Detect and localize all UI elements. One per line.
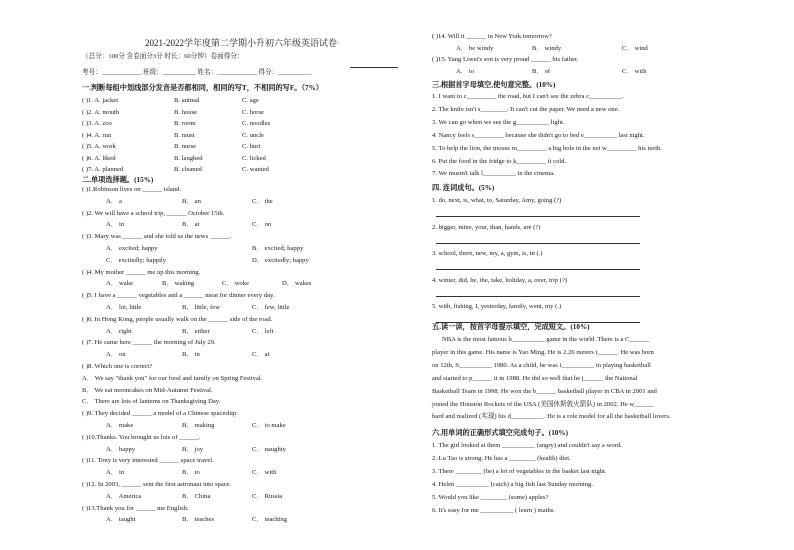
option-c: C. licked — [242, 154, 266, 162]
mc-option: B． teaches — [182, 516, 215, 524]
mc-option: B． joy — [182, 445, 204, 453]
pronunciation-question: ( )5. A. work — [82, 143, 116, 150]
mc-option: A． a — [106, 197, 122, 205]
option-c: C. wanted — [242, 166, 269, 173]
mc-question: B． We eat mooncakes on Mid-Autumn Festival. — [82, 386, 213, 394]
mc-option: C． few, little — [252, 304, 290, 311]
exam-title: 2021-2022学年度第二学期小升初六年级英语试卷 — [145, 38, 337, 48]
word-form-sentence: 4. Helen __________ (catch) a big fish last Sunday morning. — [432, 480, 593, 488]
word-order-prompt: 3. school, there, new, my, a, gym, is, in (.) — [432, 250, 543, 257]
mc-option: B． either — [182, 327, 210, 335]
mc-question: ( )13.Thank you for ______ me English. — [82, 504, 189, 512]
mc-option: B． excited; happy — [252, 245, 304, 252]
answer-line[interactable] — [436, 269, 640, 270]
mc-option: B． windy — [532, 44, 562, 52]
mc-option: C． woke — [222, 280, 249, 288]
mc-option: A． in — [106, 469, 125, 477]
option-c: C. horse — [242, 108, 264, 116]
word-order-prompt: 2. bigger, mine, your, than, hands, are (?) — [432, 223, 541, 231]
mc-option: A． make — [106, 422, 134, 429]
mc-option: C． Russia — [252, 492, 283, 500]
fill-in-sentence: 1. I want to c_________ the road, but I can't see the zebra c__________. — [432, 93, 624, 100]
option-c: C. hurt — [242, 143, 261, 150]
mc-question: ( )15. Yang Liwei's son is very proud ______ his father. — [432, 56, 579, 63]
mc-option: C． teaching — [252, 516, 287, 524]
mc-option: A． be windy — [456, 44, 494, 52]
mc-option: C． with — [622, 67, 647, 75]
mc-option: A． America — [106, 492, 142, 500]
mc-option: C． at — [252, 351, 270, 359]
section3-heading: 三.根据首字母填空,使句意完整。(10%) — [432, 81, 556, 89]
mc-question: ( )11. Tony is very interested ______ space travel. — [82, 457, 214, 465]
section4-heading: 四. 连词成句。(5%) — [432, 184, 495, 192]
fill-in-sentence: 7. We mustn't talk l__________ in the cinema. — [432, 170, 555, 178]
mc-option: C． excitedly; happily — [106, 256, 167, 264]
mc-option: B． waking — [162, 280, 195, 288]
pronunciation-question: ( )7. A. planned — [82, 166, 124, 173]
option-c: C. uncle — [242, 131, 264, 139]
mc-question: ( )8. Which one is correct? — [82, 363, 153, 370]
section1-heading: 一.判断每组中划线部分发音是否都相同，相同的写T，不相同的写F。（7%） — [82, 84, 323, 92]
mc-question: ( )14. Will it ______ in New York tomorrow? — [432, 33, 552, 40]
mc-option: C． the — [252, 197, 273, 205]
mc-option: A． to — [456, 67, 475, 75]
section2-heading: 二.单项选择题。(15%) — [82, 176, 154, 184]
option-b: B. cleaned — [174, 166, 202, 173]
mc-option: A． lot, little — [106, 304, 142, 311]
mc-question: ( )4. My mother ______ me up this morning. — [82, 268, 201, 276]
option-b: B. room — [174, 120, 196, 127]
mc-option: C． on — [252, 221, 272, 229]
word-form-sentence: 5. Would you like ________ (some) apples? — [432, 493, 549, 501]
mc-question: ( )9. They decided ______ a model of a Chinese spaceship. — [82, 410, 238, 418]
passage-line: hard and realized (实现) his d__________. He is a role model for all the basketball lovers. — [432, 413, 671, 421]
passage-line: Basketball Team in 1998. He won the b______ basketball player in CBA in 2001 and — [432, 387, 657, 395]
section6-heading: 六.用单词的正确形式填空完成句子。(10%) — [432, 429, 568, 437]
mc-option: B． of — [532, 67, 551, 75]
mc-option: A． excited; happy — [106, 245, 158, 252]
answer-line[interactable] — [436, 296, 640, 297]
mc-option: C． left — [252, 327, 274, 335]
passage-line: NBA is the most famous b__________ game in the world. There is a C______ — [442, 336, 650, 343]
mc-option: B． at — [182, 221, 200, 229]
mc-question: C． There are lots of lanterns on Thanksgiving Day. — [82, 398, 221, 406]
word-order-prompt: 1. do, next, is, what, to, Saturday, Amy, going (?) — [432, 197, 562, 204]
option-c: C. noodles — [242, 120, 271, 127]
mc-option: B． in — [182, 351, 200, 359]
score-blank — [350, 59, 398, 68]
word-form-sentence: 6. It's easy for me __________ ( learn ) maths. — [432, 506, 555, 514]
fill-in-sentence: 3. We can go when we see the g__________ light. — [432, 118, 565, 126]
passage-line: joined the Houston Rockets of the USA (美国休斯敦火箭队) in 2002. He w______ — [432, 400, 654, 408]
mc-option: A． taught — [106, 516, 136, 524]
mc-option: A． happy — [106, 445, 136, 453]
passage-line: on 12th, S__________ 1980. As a child, he was i__________ in playing basketball — [432, 361, 651, 369]
section5-heading: 五.读一读，按首字母提示填空，完成短文。(10%) — [432, 323, 590, 331]
fill-in-sentence: 5. To help the lion, the mouse m_________ a big hole in the net w_________ his teeth. — [432, 144, 662, 152]
mc-question: ( )12. In 2003, ______ sent the first astronaut into space. — [82, 481, 232, 488]
option-b: B. laughed — [174, 154, 203, 162]
fill-in-sentence: 4. Nancy feels s_________ because she didn't go to bed e__________ last night. — [432, 131, 645, 139]
mc-question: ( )7. He came here ______ the morning of July 29. — [82, 339, 216, 347]
answer-line[interactable] — [436, 216, 640, 217]
student-info: 考号：____________ 班级：__________ 姓名：____________ 得分：__________ — [82, 69, 312, 76]
mc-question: ( )1.Robinson lives on ______ island. — [82, 186, 182, 193]
mc-option: C． to make — [252, 422, 286, 429]
word-order-prompt: 5. with, fishing, I, yesterday, family, went, my (.) — [432, 303, 562, 310]
mc-option: B． an — [182, 197, 201, 205]
mc-option: B． to — [182, 469, 200, 477]
pronunciation-question: ( )1. A. jacket — [82, 97, 119, 104]
fill-in-sentence: 2. The knife isn't s________. It can't cut the paper. We need a new one. — [432, 105, 620, 113]
pronunciation-question: ( )2. A. mouth — [82, 108, 120, 116]
word-form-sentence: 2. Lu Tao is strong. He has a ________ (health) diet. — [432, 454, 571, 462]
mc-question: ( )6. In Hong Kong, people usually walk on the ______ side of the road. — [82, 315, 273, 323]
passage-line: player in this game. His name is Yao Ming. He is 2.26 meters t______. He was born — [432, 348, 654, 356]
pronunciation-question: ( )3. A. zoo — [82, 120, 112, 127]
option-b: B. must — [174, 131, 195, 139]
mc-option: A． in — [106, 221, 125, 229]
word-order-prompt: 4. winter, did, he, the, take, holiday, a, over, trip (?) — [432, 276, 568, 284]
mc-question: ( )10.Thanks. You brought us lots of ______. — [82, 433, 201, 441]
mc-option: B． making — [182, 422, 215, 429]
pronunciation-question: ( )6. A. liked — [82, 154, 116, 162]
option-b: B. house — [174, 108, 198, 116]
mc-option: B． little, few — [182, 304, 220, 311]
option-b: B. nurse — [174, 143, 196, 150]
word-form-sentence: 1. The girl looked at them __________ (angry) and couldn't say a word. — [432, 442, 622, 449]
option-c: C. age — [242, 97, 259, 104]
mc-option: C． wind — [622, 44, 648, 52]
mc-option: A． right — [106, 327, 132, 335]
word-form-sentence: 3. There ________ (be) a lot of vegetables in the basket last night. — [432, 467, 607, 475]
mc-question: ( )2. We will have a school trip, ______ October 15th. — [82, 209, 225, 217]
option-b: B. animal — [174, 97, 200, 104]
mc-option: D． wakes — [282, 280, 312, 288]
passage-line: and started to p______ it in 1988. He did so well that he j______ the National — [432, 374, 638, 382]
mc-option: C． with — [252, 469, 277, 477]
exam-info: （总分：100分 含卷面分3分 时长：60分钟）卷面得分： — [82, 53, 244, 60]
mc-option: C． naughty — [252, 445, 286, 453]
mc-option: D． excitedly; happy — [252, 256, 309, 264]
answer-line[interactable] — [436, 243, 640, 244]
mc-option: A． on — [106, 351, 126, 359]
mc-option: A． wake — [106, 280, 133, 288]
fill-in-sentence: 6. Put the food in the fridge to k_________ it cold. — [432, 157, 567, 165]
mc-option: B． China — [182, 492, 211, 500]
mc-question: A． We say "thank you" for our food and family on Spring Festival. — [82, 374, 263, 382]
mc-question: ( )5. I have a ______ vegetables and a ______ meat for dinner every day. — [82, 292, 275, 300]
mc-question: ( )3. Mary was ______ and she told us the news ______. — [82, 233, 232, 241]
pronunciation-question: ( )4. A. run — [82, 131, 112, 139]
